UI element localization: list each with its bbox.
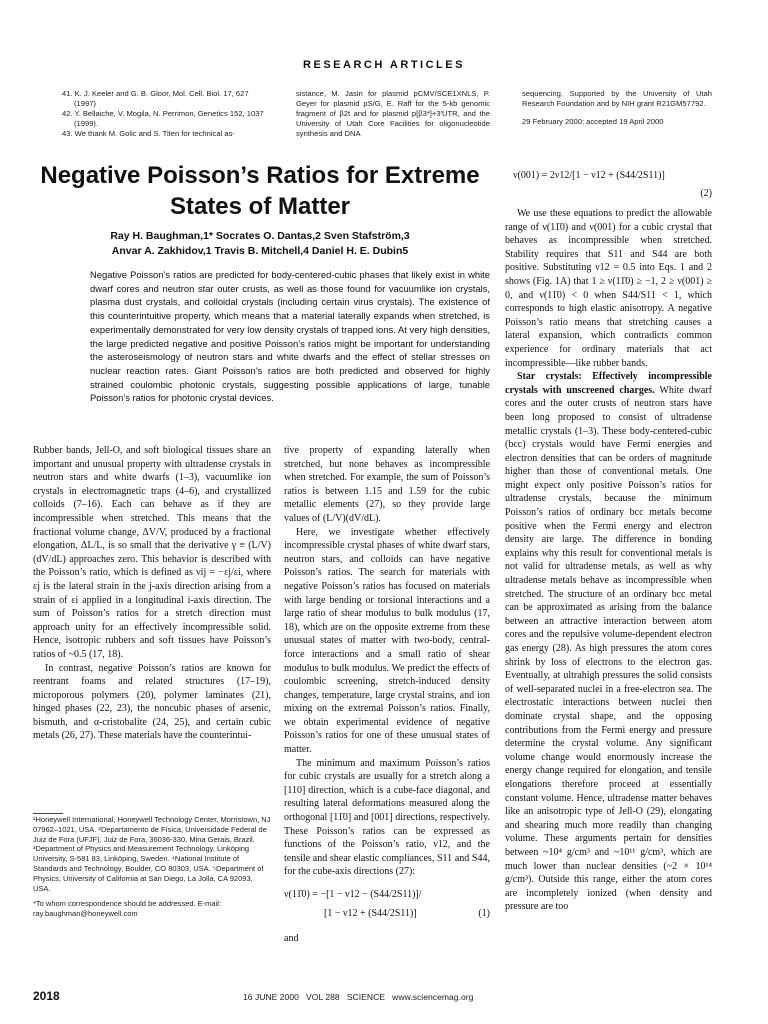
equation-1 xyxy=(284,889,490,929)
article-title: Negative Poisson’s Ratios for Extreme States of Matter xyxy=(40,162,480,220)
author-list xyxy=(70,229,450,259)
equation-2-number: (2) xyxy=(700,188,712,199)
equation-1-number: (1) xyxy=(478,908,490,919)
section-body xyxy=(505,370,712,914)
affiliations: ¹Honeywell International, Honeywell Technology Center, Morristown, NJ 07962–1021, USA. ²Departamento de Física, Universidade Federal de Juiz de Fora (UFJF), Juiz de Fora, 36036-330, Mina Gerais, Brazil. ³Department of Physics and Measurement Technology, Linköping University, S-581 83, Linköping, Sweden. ⁴National Institute of Standards and Technology, Boulder, CO 80303, USA. ⁵Department of Physics, University of California at San Diego, La Jolla, CA 92093, USA. xyxy=(33,815,271,893)
acknowledgment-text: sequencing. Supported by the University of Utah Research Foundation and by NIH grant R21GM57792. xyxy=(522,89,712,108)
abstract: Negative Poisson’s ratios are predicted for body-centered-cubic phases that likely exist in white dwarf cores and neutron star outer crusts, as well as those found for vacuumlike ion crystals, plasma dust crystals, and colloidal crystals (including certain virus crystals). The existence of this counterintuitive property, which means that a material laterally expands when stretched, is experimentally demonstrated for very low density crystals of trapped ions. At very high densities, the large predicted negative and positive Poisson’s ratios might be important for understanding the asteroseismology of neutron stars and white dwarfs and the effect of stellar stresses on nuclear reaction rates. Giant Poisson’s ratios are both predicted and observed for highly strained coulombic photonic crystals, suggesting possible applications of large, tunable Poisson’s ratios for photonic crystal devices. xyxy=(90,269,490,404)
body-column-3 xyxy=(505,207,712,914)
received-dates: 29 February 2000; accepted 19 April 2000 xyxy=(522,117,664,126)
section-text: White dwarf cores and the outer crusts of neutron stars have been long proposed to consist of ultradense metallic crystals (1–3). These body-centered-cubic (bcc) crystals would have Fermi energies and electron densities that can be orders of magnitude higher than those of conventional metals. One might expect only positive Poisson’s ratios for ultradense crystals, because the minimum Poisson’s ratios of ordinary bcc metals become positive when the Fermi energy and electron density are large. The difference in bonding explains why this result for conventional metals is not valid for ultradense metals, as well as why ultradense metals behave as incompressible when stretched. The structure of an ordinary bcc metal can be approximated as arising from the balance between an attractive interaction between atom cores and the repulsive volume-dependent electron gas energy (28). As high pressures the atom cores shrink by loss of electrons to the electron gas. Eventually, at ultrahigh pressures the solid consists of well-separated nuclei in a free-electron sea. The electrostatic interactions between nuclei then dominate crystal shape, and the opposing contributions from the Fermi energy and pressure determine the crystal volume. Any significant volume change would enormously increase the energy change required for elongation, and tensile elongations therefore proceed at essentially constant volume. Hence, ultradense matter behaves like an anisotropic type of Jell-O (29), elongating and shearing much more readily than changing volume. These arguments pertain for densities between ~10⁴ g/cm³ and ~10¹¹ g/cm³, which are much lower than nuclear densities (~2 × 10¹⁴ g/cm³). Outside this range, either the atom cores are incompletely ionized (when density and pressure are too xyxy=(505,384,712,913)
body-paragraph: In contrast, negative Poisson’s ratios are known for reentrant foams and related structures (17–19), microporous polymers (20), polymer laminates (21), hinged phases (22, 23), the noncubic phases of arsenic, bismuth, and α-cristobalite (24, 25), and certain cubic metals (26, 27). These materials have the counterintui- xyxy=(33,662,271,742)
section-heading: Star crystals: Effectively incompressible crystals with unscreened charges. xyxy=(505,371,712,396)
top-refs-col2 xyxy=(296,89,490,139)
page-number: 2018 xyxy=(33,989,60,1003)
correspondence-note: *To whom correspondence should be addressed. E-mail: ray.baughman@honeywell.com xyxy=(33,899,222,919)
body-paragraph: Here, we investigate whether effectively incompressible crystal phases of white dwarf stars, neutron stars, and colloids can have negative Poisson’s ratios. The search for materials with negative Poisson’s ratios has focused on materials with large bending or torsional interactions and a large ratio of shear modulus to bulk modulus (17, 18), which are on the opposite extreme from these unusual states of matter with two-body, central-force interactions and a small ratio of shear modulus to bulk modulus. We predict the effects of coulombic screening, stretch-induced density changes, temperature, large crystal strains, and ion mixing on the extremal Poisson’s ratios. Finally, we obtain experimental evidence of negative Poisson’s ratios for one of these unusual states of matter. xyxy=(284,526,490,756)
body-column-1 xyxy=(33,444,271,743)
body-paragraph: We use these equations to predict the allowable range of ν(11̄0) and ν(001) for a cubic crystal that behaves as incompressible when stretched. Stability requires that S11 and S44 are both positive. Substituting ν12 = 0.5 into Eqs. 1 and 2 shows (Fig. 1A) that 1 ≥ ν(11̄0) ≥ −1, 2 ≥ ν(001) ≥ 0, and ν(11̄0) < 0 when S44/S11 < 1, which corresponds to high elastic anisotropy. A negative Poisson’s ratio means that stretching causes a lateral expansion, which contradicts common experience for ordinary materials that act incompressible—like rubber bands. xyxy=(505,208,712,369)
authors-line-1: Ray H. Baughman,1* Socrates O. Dantas,2 Sven Stafström,3 xyxy=(110,230,410,242)
equation-1-line-2: [1 − ν12 + (S44/2S11)] xyxy=(324,908,417,919)
reference-item: 43. We thank M. Golic and S. Titen for technical as- xyxy=(62,129,235,138)
equation-2-line: ν(001) = 2ν12/[1 − ν12 + (S44/2S11)] xyxy=(513,170,665,181)
body-paragraph: Rubber bands, Jell-O, and soft biological tissues share an important and unusual property with ultradense crystals in neutron stars and white dwarfs (1–3), vacuumlike ion crystals in electromagnetic traps (4–6), and crystallized colloids (7–16). Each can behave as if they are incompressible when stretched. This means that the fractional volume change, ΔV/V, produced by a fractional elongation, ΔL/L, is so small that the derivative γ ≡ (L/V)(dV/dL) approaches zero. This behavior is described with the Poisson’s ratio, which is defined as νij = −εj/εi, where εj is the lateral strain in the j-axis direction arising from a strain of εi applied in a longitudinal i-axis direction. The sum of Poisson’s ratios for a stretch direction must approach unity for an effectively incompressible solid. Hence, isotropic rubbers and soft tissues have Poisson’s ratios of ~0.5 (17, 18). xyxy=(33,445,271,660)
body-paragraph: tive property of expanding laterally when stretched, but none behaves as incompressible when stretched. For example, the sum of Poisson’s ratios is between 1.15 and 1.59 for the cubic metallic elements (27), so they provide large values of (L/V)(dV/dL). xyxy=(284,445,490,524)
equation-2 xyxy=(505,170,712,204)
footnote-divider xyxy=(33,813,63,814)
top-refs-col3 xyxy=(522,89,712,127)
top-refs-col1 xyxy=(62,89,267,139)
footnotes xyxy=(33,815,271,919)
body-paragraph: The minimum and maximum Poisson’s ratios for cubic crystals are usually for a stretch along a [110] direction, which is a cube-face diagonal, and resulting lateral deformations measured along the orthogonal [11̄0] and [001] directions, respectively. These Poisson’s ratios can be expressed as functions of the Poisson’s ratio, ν12, and the tensile and shear elastic compliances, S11 and S44, for the cube-axis directions (27): xyxy=(284,757,490,878)
reference-continuation: sistance, M. Jasin for plasmid pCMV/SCE1XNLS, P. Geyer for plasmid pS/G, E. Raff for the 5-kb genomic fragment of β2t and for plasmid p[β3*]+3′UTR, and the University of Utah Core Facilities for oligonucleotide synthesis and DNA xyxy=(296,89,490,138)
equation-1-line-1: ν(11̄0) = −[1 − ν12 − (S44/2S11)]/ xyxy=(284,889,422,900)
reference-item: 41. K. J. Keeler and G. B. Gloor, Mol. Cell. Biol. 17, 627 (1997) xyxy=(62,89,249,108)
reference-item: 42. Y. Bellaiche, V. Mogila, N. Perrimon, Genetics 152, 1037 (1999). xyxy=(62,109,264,128)
journal-issue-line: 16 JUNE 2000 VOL 288 SCIENCE www.sciencemag.org xyxy=(243,992,474,1002)
body-column-2 xyxy=(284,444,490,879)
authors-line-2: Anvar A. Zakhidov,1 Travis B. Mitchell,4 Daniel H. E. Dubin5 xyxy=(111,245,409,257)
section-header: RESEARCH ARTICLES xyxy=(303,59,465,71)
and-word: and xyxy=(284,933,299,944)
